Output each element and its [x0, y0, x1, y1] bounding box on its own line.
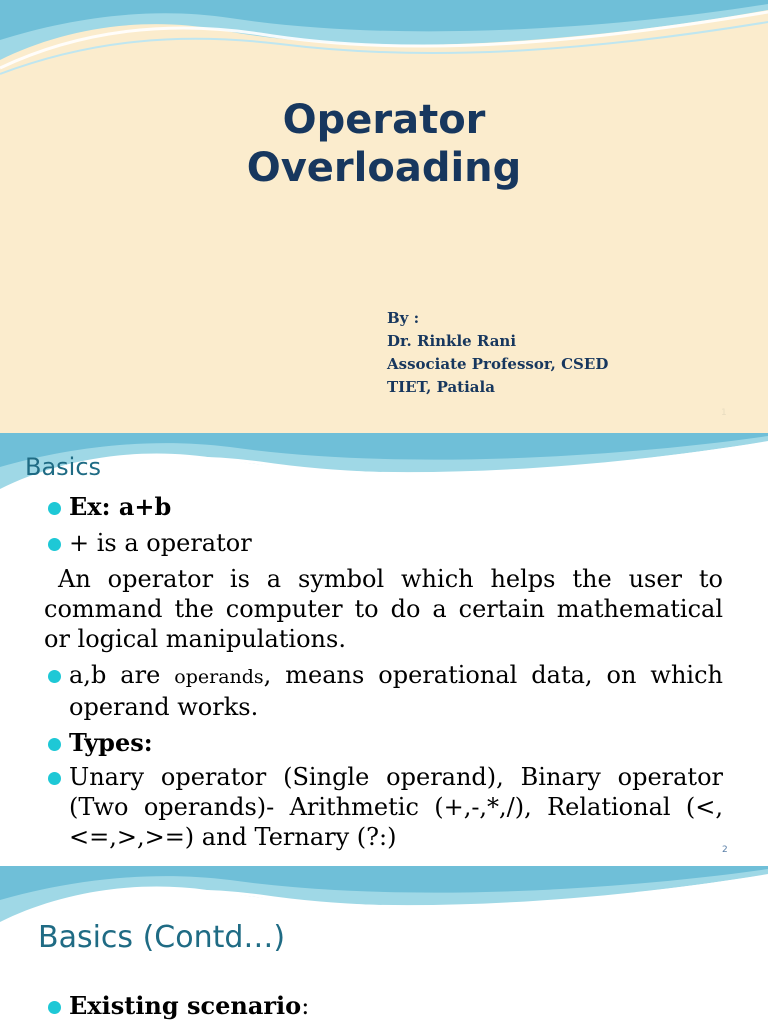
byline-line: By : [387, 309, 420, 327]
wave-decoration [0, 0, 768, 80]
bullet-dot [48, 538, 61, 551]
slide-body [44, 492, 723, 852]
operator-line: + is a operator [69, 529, 252, 557]
definition-paragraph: An operator is a symbol which helps the user to command the computer to do a certain mathematical or logical manipulations. [44, 565, 723, 653]
existing-scenario-colon: : [301, 992, 310, 1020]
slide-body [44, 991, 723, 1021]
title-slide [0, 0, 768, 433]
slide-heading: Basics [25, 453, 102, 481]
byline-line: TIET, Patiala [387, 378, 495, 396]
types-label: Types: [69, 728, 153, 757]
bullet-dot [48, 502, 61, 515]
slide-heading: Basics (Contd…) [38, 920, 286, 955]
example-label: Ex: a+b [69, 492, 172, 521]
existing-scenario-label: Existing scenario [69, 991, 302, 1020]
title-line-1: Operator [282, 97, 486, 143]
bullet-dot [48, 1001, 61, 1014]
title-line-2: Overloading [246, 145, 522, 191]
slide-title [0, 96, 768, 192]
basics-slide [0, 433, 768, 866]
bullet-item [44, 991, 723, 1021]
bullet-item [44, 492, 723, 522]
operands-word: operands [174, 666, 264, 688]
bullet-item [44, 528, 723, 558]
bullet-item [44, 728, 723, 758]
bullet-dot [48, 738, 61, 751]
bullet-item [44, 762, 723, 852]
operands-text-pre: a,b are [69, 661, 175, 689]
bullet-dot [48, 670, 61, 683]
operands-text-post: , means operational data, on which operand works. [69, 661, 724, 721]
slide-number: 1 [721, 408, 727, 418]
basics-contd-slide [0, 866, 768, 1024]
bullet-dot [48, 772, 61, 785]
author-byline [387, 307, 608, 399]
types-text: Unary operator (Single operand), Binary operator (Two operands)- Arithmetic (+,-,*,/), Relational (<,<=,>,>=) and Ternary (?:) [69, 763, 723, 851]
slide-number: 2 [722, 845, 728, 855]
bullet-item [44, 660, 723, 722]
byline-line: Associate Professor, CSED [387, 355, 609, 373]
byline-line: Dr. Rinkle Rani [387, 332, 517, 350]
